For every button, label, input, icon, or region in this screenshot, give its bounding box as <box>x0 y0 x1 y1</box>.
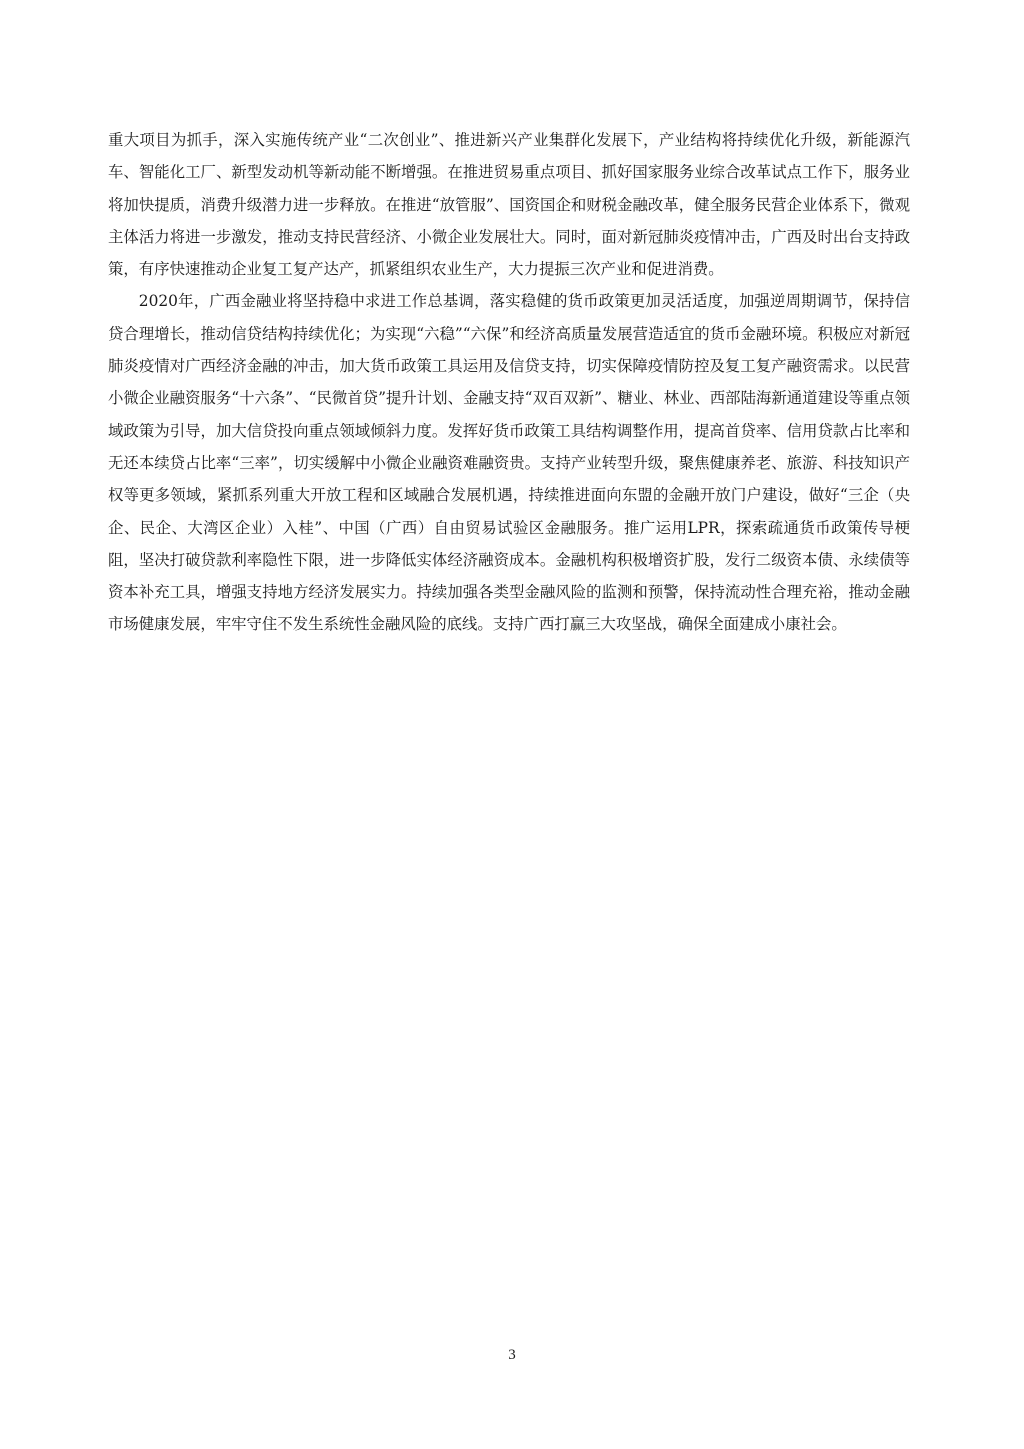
paragraph-financial-outlook: 2020年，广西金融业将坚持稳中求进工作总基调，落实稳健的货币政策更加灵活适度，加强逆周期调节，保持信贷合理增长，推动信贷结构持续优化；为实现“六稳”“六保”和经济高质量发展营造适宜的货币金融环境。积极应对新冠肺炎疫情对广西经济金融的冲击，加大货币政策工具运用及信贷支持，切实保障疫情防控及复工复产融资需求。以民营小微企业融资服务“十六条”、“民微首贷”提升计划、金融支持“双百双新”、糖业、林业、西部陆海新通道建设等重点领域政策为引导，加大信贷投向重点领域倾斜力度。发挥好货币政策工具结构调整作用，提高首贷率、信用贷款占比率和无还本续贷占比率“三率”，切实缓解中小微企业融资难融资贵。支持产业转型升级，聚焦健康养老、旅游、科技知识产权等更多领域，紧抓系列重大开放工程和区域融合发展机遇，持续推进面向东盟的金融开放门户建设，做好“三企（央企、民企、大湾区企业）入桂”、中国（广西）自由贸易试验区金融服务。推广运用LPR，探索疏通货币政策传导梗阻，坚决打破贷款利率隐性下限，进一步降低实体经济融资成本。金融机构积极增资扩股，发行二级资本债、永续债等资本补充工具，增强支持地方经济发展实力。持续加强各类型金融风险的监测和预警，保持流动性合理充裕，推动金融市场健康发展，牢牢守住不发生系统性金融风险的底线。支持广西打赢三大攻坚战，确保全面建成小康社会。 <box>108 292 910 634</box>
page-number: 3 <box>508 1347 516 1363</box>
body-text <box>108 124 910 641</box>
paragraph-continued: 重大项目为抓手，深入实施传统产业“二次创业”、推进新兴产业集群化发展下，产业结构将持续优化升级，新能源汽车、智能化工厂、新型发动机等新动能不断增强。在推进贸易重点项目、抓好国家服务业综合改革试点工作下，服务业将加快提质，消费升级潜力进一步释放。在推进“放管服”、国资国企和财税金融改革，健全服务民营企业体系下，微观主体活力将进一步激发，推动支持民营经济、小微企业发展壮大。同时，面对新冠肺炎疫情冲击，广西及时出台支持政策，有序快速推动企业复工复产达产，抓紧组织农业生产，大力提振三次产业和促进消费。 <box>108 131 910 279</box>
